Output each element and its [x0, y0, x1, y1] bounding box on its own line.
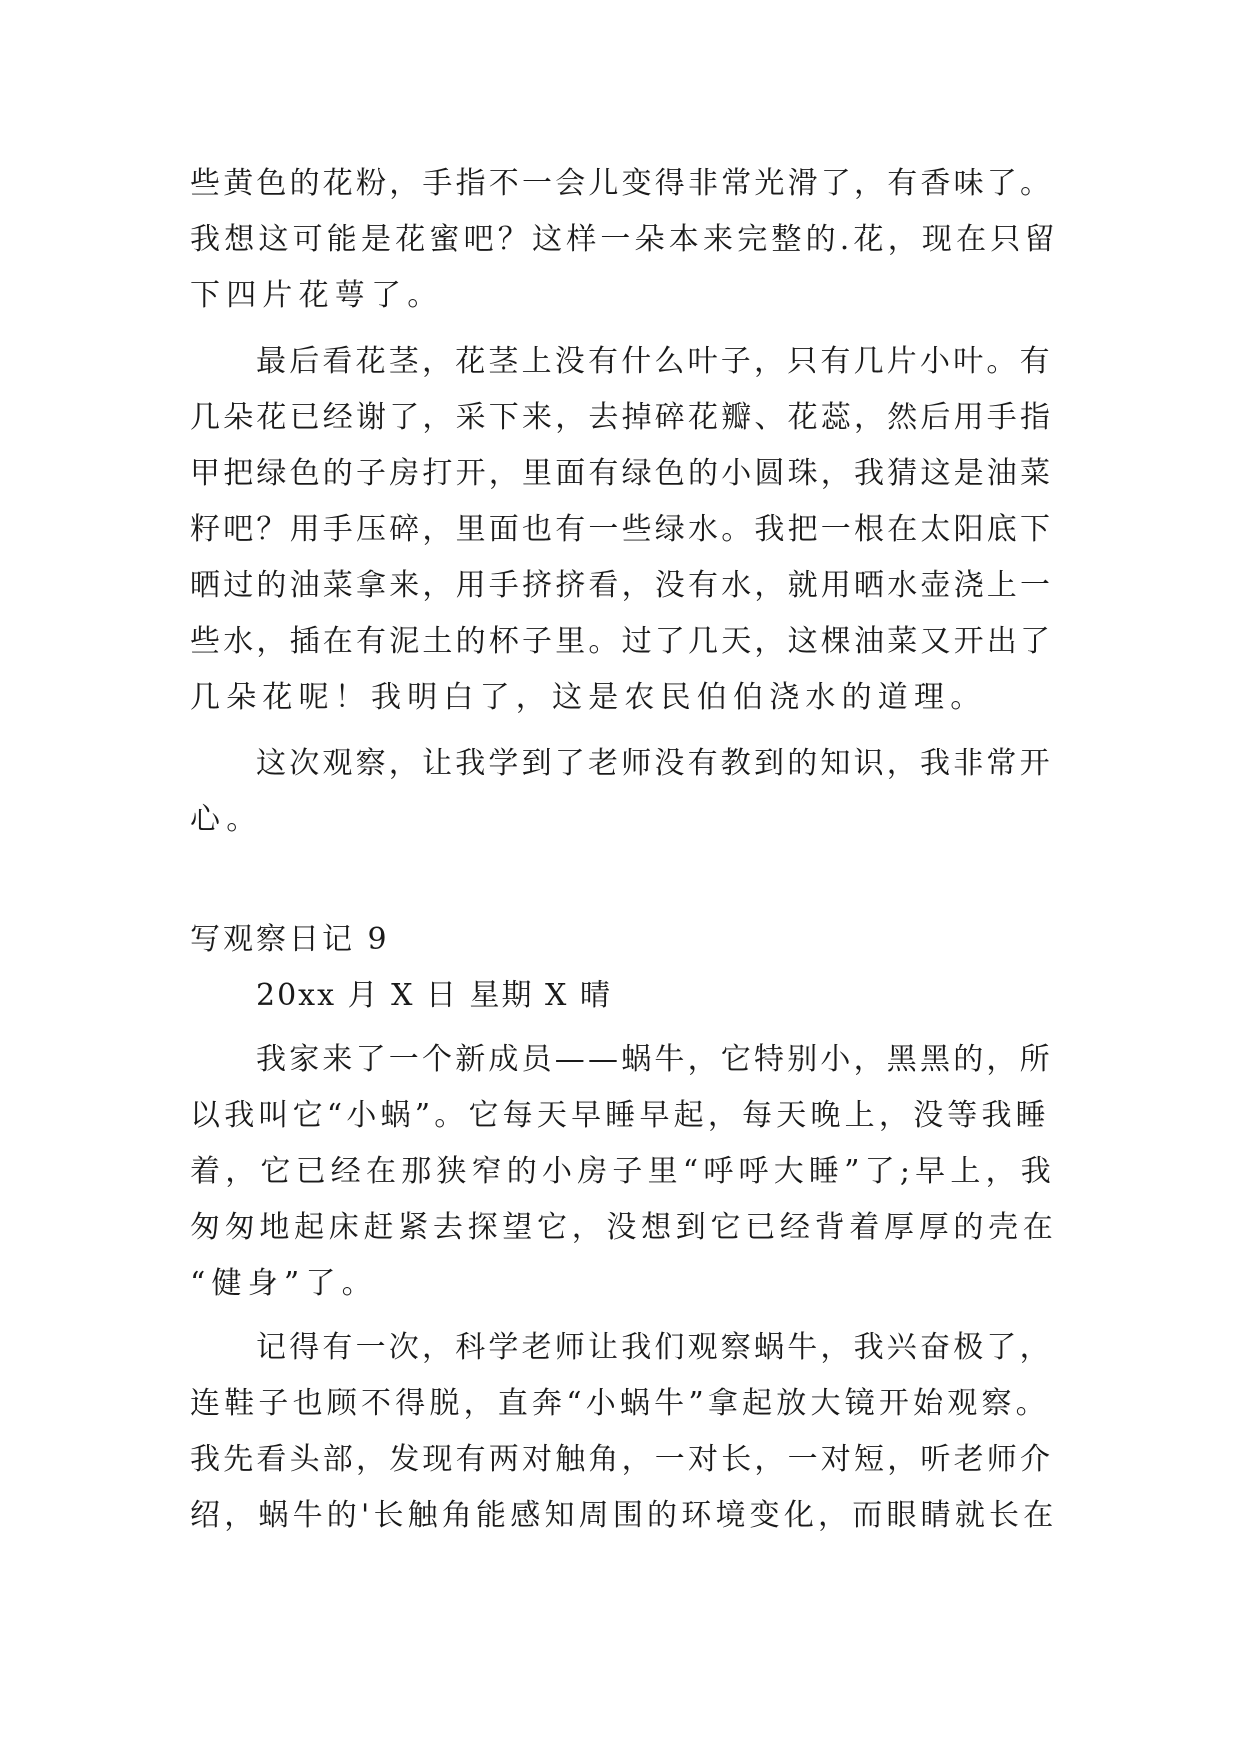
paragraph-line: 甲把绿色的子房打开，里面有绿色的小圆珠，我猜这是油菜 — [190, 456, 1054, 491]
paragraph-line: 我先看头部，发现有两对触角，一对长，一对短，听老师介 — [190, 1442, 1054, 1477]
paragraph-line: 下四片花萼了。 — [190, 278, 444, 313]
paragraph-line: 最后看花茎，花茎上没有什么叶子，只有几片小叶。有 — [256, 344, 1053, 379]
section-title: 写观察日记 9 — [190, 922, 390, 957]
paragraph-line: 籽吧？用手压碎，里面也有一些绿水。我把一根在太阳底下 — [190, 512, 1054, 547]
paragraph-line: 匆匆地起床赶紧去探望它，没想到它已经背着厚厚的壳在 — [190, 1210, 1058, 1245]
paragraph-line: 着，它已经在那狭窄的小房子里“呼呼大睡”了;早上，我 — [190, 1154, 1056, 1189]
paragraph-line: 绍，蜗牛的'长触角能感知周围的环境变化，而眼睛就长在 — [190, 1498, 1058, 1533]
paragraph-line: “健身”了。 — [190, 1266, 378, 1301]
paragraph-line: 这次观察，让我学到了老师没有教到的知识，我非常开 — [256, 746, 1053, 781]
paragraph-line: 以我叫它“小蜗”。它每天早睡早起，每天晚上，没等我睡 — [190, 1098, 1050, 1133]
paragraph-line: 连鞋子也顾不得脱，直奔“小蜗牛”拿起放大镜开始观察。 — [190, 1386, 1050, 1421]
paragraph-line: 记得有一次，科学老师让我们观察蜗牛，我兴奋极了， — [256, 1330, 1053, 1365]
paragraph-line: 几朵花呢！我明白了，这是农民伯伯浇水的道理。 — [190, 680, 987, 715]
paragraph-line: 我想这可能是花蜜吧？这样一朵本来完整的.花，现在只留 — [190, 222, 1059, 257]
paragraph-line: 几朵花已经谢了，采下来，去掉碎花瓣、花蕊，然后用手指 — [190, 400, 1054, 435]
paragraph-line: 心。 — [190, 802, 263, 837]
paragraph-line: 晒过的油菜拿来，用手挤挤看，没有水，就用晒水壶浇上一 — [190, 568, 1054, 603]
paragraph-line: 些黄色的花粉，手指不一会儿变得非常光滑了，有香味了。 — [190, 166, 1054, 201]
paragraph-line: 我家来了一个新成员——蜗牛，它特别小，黑黑的，所 — [256, 1042, 1053, 1077]
date-line: 20xx 月 X 日 星期 X 晴 — [256, 978, 612, 1013]
paragraph-line: 些水，插在有泥土的杯子里。过了几天，这棵油菜又开出了 — [190, 624, 1054, 659]
